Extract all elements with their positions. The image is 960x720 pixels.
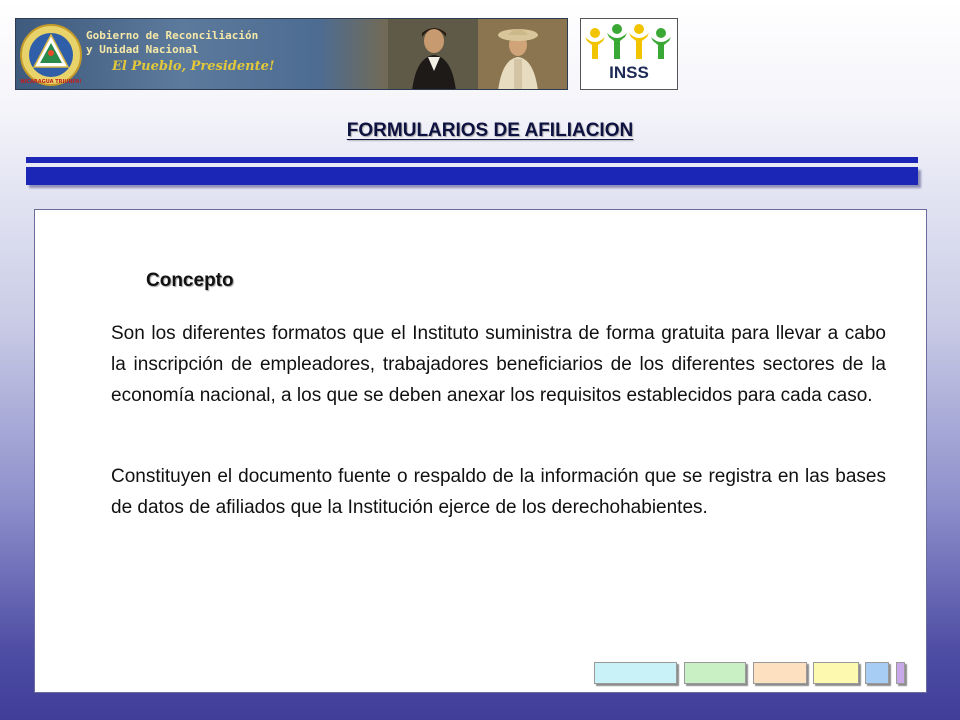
slide-title: FORMULARIOS DE AFILIACION [346,120,634,141]
footer-tab-yellow [813,662,859,684]
title-rule-thin [26,157,918,163]
government-name-line-2: y Unidad Nacional [86,43,199,56]
emblem-text: NICARAGUA TRIUNFA! [20,79,82,85]
paragraph-2: Constituyen el documento fuente o respaldo de la información que se registra en las bases de datos de afiliados que la Institución ejerce de los derechohabientes. [111,466,886,518]
title-rule-thick [26,167,918,185]
paragraph-1: Son los diferentes formatos que el Instituto suministra de forma gratuita para llevar a cabo la inscripción de empleadores, trabajadores beneficiarios de los diferentes sectores de la economía nacional, a los que se deben anexar los requisitos establecidos para cada caso. [111,323,886,406]
portraits-image [388,19,568,90]
inss-label: INSS [609,63,649,82]
section-heading: Concepto [146,270,234,291]
nicaragua-emblem-icon [18,21,84,89]
footer-tab-green [684,662,746,684]
government-name-line-1: Gobierno de Reconciliación [86,29,259,42]
footer-tab-purple [896,662,905,684]
footer-tab-cyan [594,662,677,684]
government-banner [15,18,568,90]
inss-figures-icon [581,19,677,63]
footer-tab-peach [753,662,807,684]
inss-logo [580,18,678,90]
government-slogan: El Pueblo, Presidente! [112,59,275,74]
footer-tab-blue [865,662,889,684]
